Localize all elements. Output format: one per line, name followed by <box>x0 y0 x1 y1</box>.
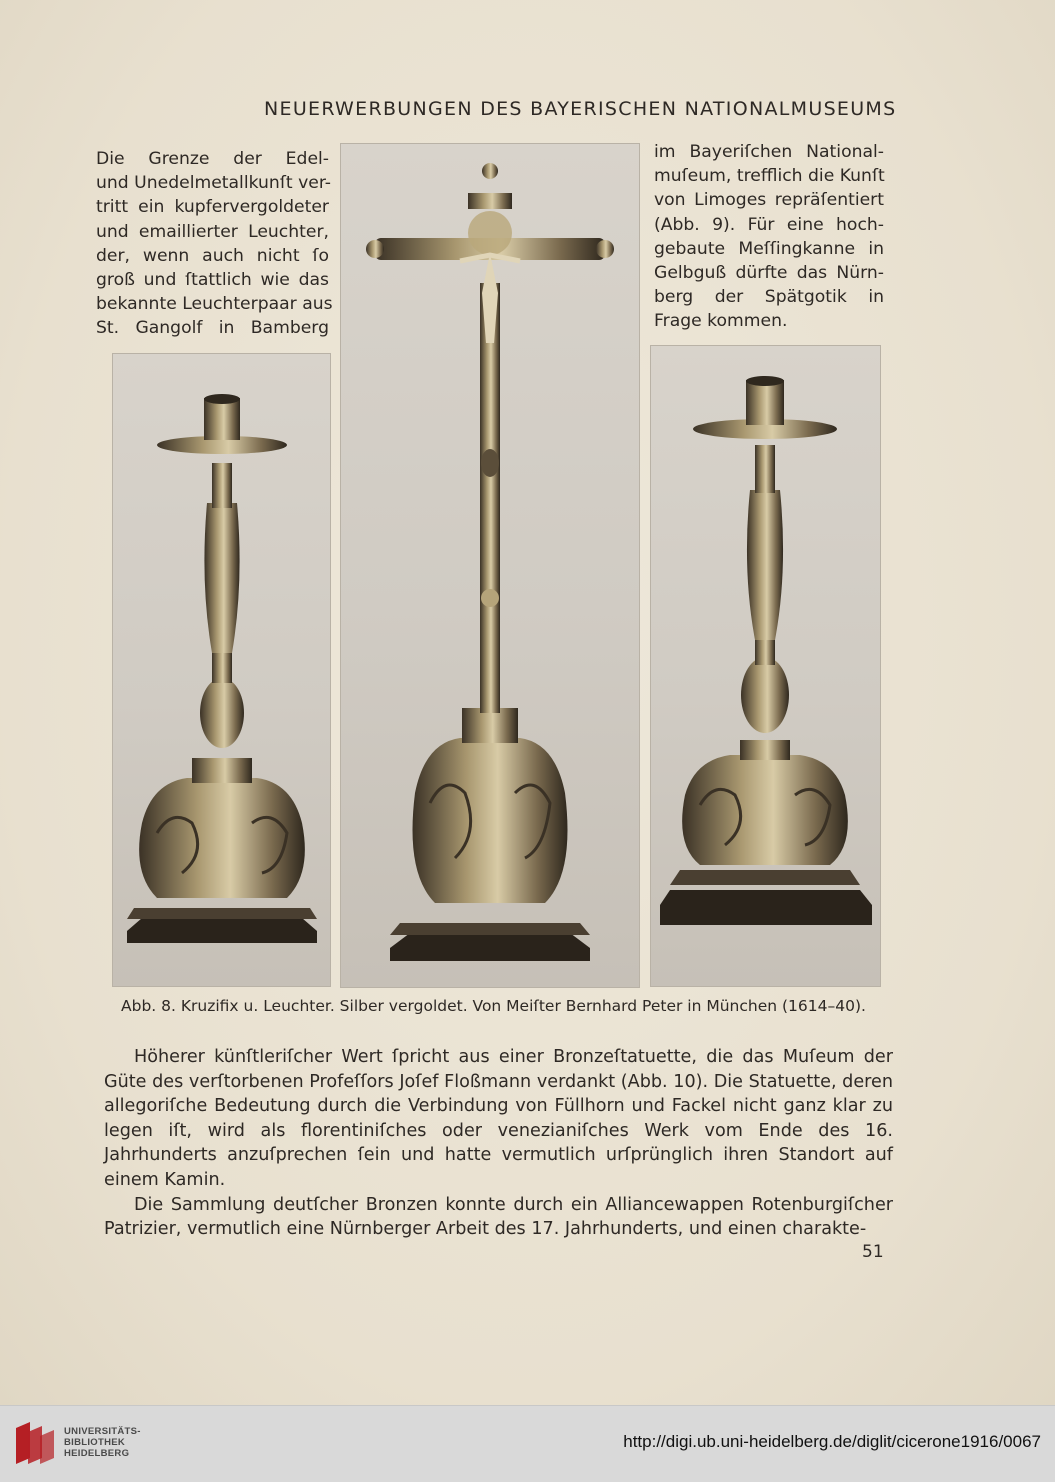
text-line: St. Gangolf in Bamberg <box>96 318 329 339</box>
crucifix-photo <box>340 143 640 988</box>
left-text-column <box>96 147 333 341</box>
library-name-line: BIBLIOTHEK <box>64 1437 126 1448</box>
candlestick-illustration <box>112 353 331 987</box>
text-line: groß und ſtattlich wie das <box>96 270 329 291</box>
permalink-url[interactable]: http://digi.ub.uni-heidelberg.de/diglit/cicerone1916/0067 <box>623 1432 1041 1451</box>
candlestick-illustration <box>650 345 881 987</box>
paragraph: Die Sammlung deutſcher Bronzen konnte durch ein Alliancewappen Rotenburgiſcher Patrizier, vermutlich eine Nürnberger Arbeit des 17. Jahrhunderts, und einen charakte- <box>104 1194 893 1240</box>
text-line: gebaute Meſſingkanne in <box>654 238 884 259</box>
right-text-column <box>654 140 884 334</box>
text-line: Gelbguß dürfte das Nürn- <box>654 263 884 284</box>
body-text <box>104 1045 893 1242</box>
text-line: Die Grenze der Edel- <box>96 149 329 169</box>
text-line: muſeum, trefflich die Kunſt <box>654 166 885 187</box>
text-line: von Limoges repräſentiert <box>654 190 884 211</box>
text-line: berg der Spätgotik in <box>654 287 884 308</box>
text-line: und Unedelmetallkunſt ver- <box>96 173 331 194</box>
running-head: NEUERWERBUNGEN DES BAYERISCHEN NATIONALMUSEUMS <box>264 98 897 120</box>
text-line: bekannte Leuchterpaar aus <box>96 294 333 315</box>
crucifix-illustration <box>340 143 640 988</box>
text-line: und emaillierter Leuchter, <box>96 221 329 242</box>
library-name <box>64 1426 141 1459</box>
library-logo-icon <box>12 1418 58 1468</box>
text-line: Frage kommen. <box>654 311 788 332</box>
text-line: der, wenn auch nicht ſo <box>96 245 329 266</box>
library-name-line: UNIVERSITÄTS- <box>64 1426 141 1437</box>
page-number: 51 <box>862 1242 884 1262</box>
candlestick-photo-left <box>112 353 331 987</box>
library-name-line: HEIDELBERG <box>64 1448 130 1459</box>
text-line: im Bayeriſchen National- <box>654 142 884 162</box>
candlestick-photo-right <box>650 345 881 987</box>
paragraph: Höherer künſtleriſcher Wert ſpricht aus einer Bronzeſtatuette, die das Muſeum der Güte des verſtorbenen Profeſſors Joſef Floßmann verdankt (Abb. 10). Die Statuette, deren allegoriſche Bedeutung durch die Verbindung von Füllhorn und Fackel nicht ganz klar zu legen iſt, wird als florentiniſches oder venezianiſches Werk vom Ende des 16. Jahrhunderts anzuſprechen ſein und hatte vermutlich urſprünglich ihren Standort auf einem Kamin. <box>104 1047 893 1190</box>
text-line: tritt ein kupfervergoldeter <box>96 197 329 218</box>
figure-caption: Abb. 8. Kruzifix u. Leuchter. Silber vergoldet. Von Meiſter Bernhard Peter in München (1614–40). <box>121 997 866 1015</box>
footer-bar <box>0 1405 1055 1482</box>
text-line: (Abb. 9). Für eine hoch- <box>654 214 884 235</box>
